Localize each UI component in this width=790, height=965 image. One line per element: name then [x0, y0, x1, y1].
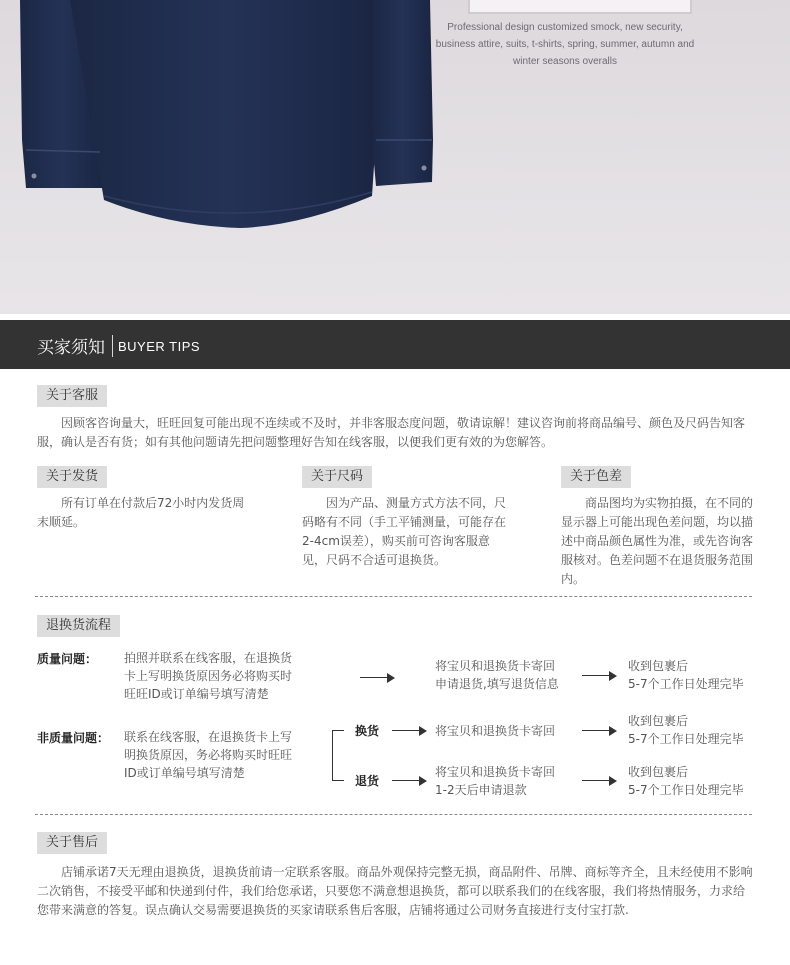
desc-line: 明换货原因，务必将购买时旺旺 [124, 748, 293, 762]
shipping-body: 所有订单在付款后72小时内发货周末顺延。 [37, 496, 245, 529]
exchange-step2: 将宝贝和退换货卡寄回 [435, 724, 556, 738]
after-sales-text [37, 863, 755, 920]
step-line: 5-7个工作日处理完毕 [628, 732, 744, 746]
quality-issue-desc [124, 649, 292, 703]
refund-label: 退货 [355, 774, 380, 788]
desc-line: 卡上写明换货原因务必将购买时 [124, 669, 293, 683]
buyer-tips-banner [0, 320, 790, 369]
size-text [302, 494, 508, 570]
branch-tick [332, 780, 344, 781]
arrow-right-icon [582, 726, 616, 736]
product-photo-area [0, 0, 790, 314]
customer-service-body: 因顾客咨询量大，旺旺回复可能出现不连续或不及时，并非客服态度问题，敬请谅解！建议咨询前将商品编号、颜色及尺码告知客服，确认是否有货；如有其他问题请先把问题整理好告知在线客服，以便我们更有效的为您解答。 [37, 416, 746, 449]
arrow-right-icon [392, 726, 426, 736]
shipping-text [37, 494, 247, 532]
tag-color: 关于色差 [561, 466, 631, 488]
caption-line: winter seasons overalls [513, 56, 617, 67]
banner-title-cn: 买家须知 [37, 338, 105, 358]
arrow-right-icon [582, 671, 616, 681]
desc-line: ID或订单编号填写清楚 [124, 766, 245, 780]
desc-line: 联系在线客服，在退换货卡上写 [124, 730, 293, 744]
refund-step3 [628, 763, 756, 799]
dashed-divider [35, 596, 752, 597]
arrow-right-icon [392, 776, 426, 786]
step-line: 收到包裹后 [628, 714, 689, 728]
desc-line: 拍照并联系在线客服，在退换货 [124, 651, 293, 665]
label-frame [468, 0, 692, 14]
banner-separator [112, 335, 113, 357]
step-line: 5-7个工作日处理完毕 [628, 783, 744, 797]
refund-step2 [435, 763, 555, 799]
banner-title-en: BUYER TIPS [118, 339, 201, 354]
size-body: 因为产品、测量方式方法不同，尺码略有不同（手工平铺测量，可能存在2-4cm误差），购买前可咨询客服意见，尺码不合适可退换货。 [302, 496, 507, 567]
customer-service-text [37, 414, 755, 452]
step-line: 将宝贝和退换货卡寄回 [435, 765, 556, 779]
arrow-right-icon [360, 673, 394, 683]
tag-return-flow: 退换货流程 [37, 615, 120, 637]
tag-after-sales: 关于售后 [37, 832, 107, 854]
tag-shipping: 关于发货 [37, 466, 107, 488]
quality-step2 [435, 657, 559, 693]
dashed-divider [35, 814, 752, 815]
non-quality-issue-desc [124, 728, 292, 782]
quality-step3 [628, 657, 756, 693]
exchange-label: 换货 [355, 724, 380, 738]
quality-issue-label: 质量问题： [37, 652, 98, 666]
step-line: 收到包裹后 [628, 659, 689, 673]
desc-line: 旺旺ID或订单编号填写清楚 [124, 687, 269, 701]
branch-bracket [332, 730, 333, 780]
arrow-right-icon [582, 776, 616, 786]
non-quality-issue-label: 非质量问题： [37, 731, 110, 745]
step-line: 5-7个工作日处理完毕 [628, 677, 744, 691]
step-line: 将宝贝和退换货卡寄回 [435, 659, 556, 673]
step-line: 1-2天后申请退款 [435, 783, 527, 797]
exchange-step3 [628, 712, 756, 748]
after-sales-body: 店铺承诺7天无理由退换货，退换货前请一定联系客服。商品外观保持完整无损，商品附件、吊牌、商标等齐全，且未经使用不影响二次销售，不接受平邮和快递到付件，我们给您承诺，只要您不满意想退换货，都可以联系我们的在线客服，我们将热情服务，力求给您带来满意的答复。误点确认交易需要退换货的买家请联系售后客服，店铺将通过公司财务直接进行支付宝打款. [37, 865, 753, 917]
tag-customer-service: 关于客服 [37, 385, 107, 407]
caption-line: business attire, suits, t-shirts, spring, summer, autumn and [435, 39, 695, 50]
step-line: 申请退货,填写退货信息 [435, 677, 559, 691]
step-line: 收到包裹后 [628, 765, 689, 779]
caption-line: Professional design customized smock, new security, [447, 22, 683, 33]
color-body: 商品图均为实物拍摄，在不同的显示器上可能出现色差问题，均以描述中商品颜色属性为准，或先咨询客服核对。色差问题不在退货服务范围内。 [561, 496, 754, 586]
hero-caption [420, 19, 710, 70]
branch-tick [332, 730, 344, 731]
tag-size: 关于尺码 [302, 466, 372, 488]
color-text [561, 494, 757, 589]
